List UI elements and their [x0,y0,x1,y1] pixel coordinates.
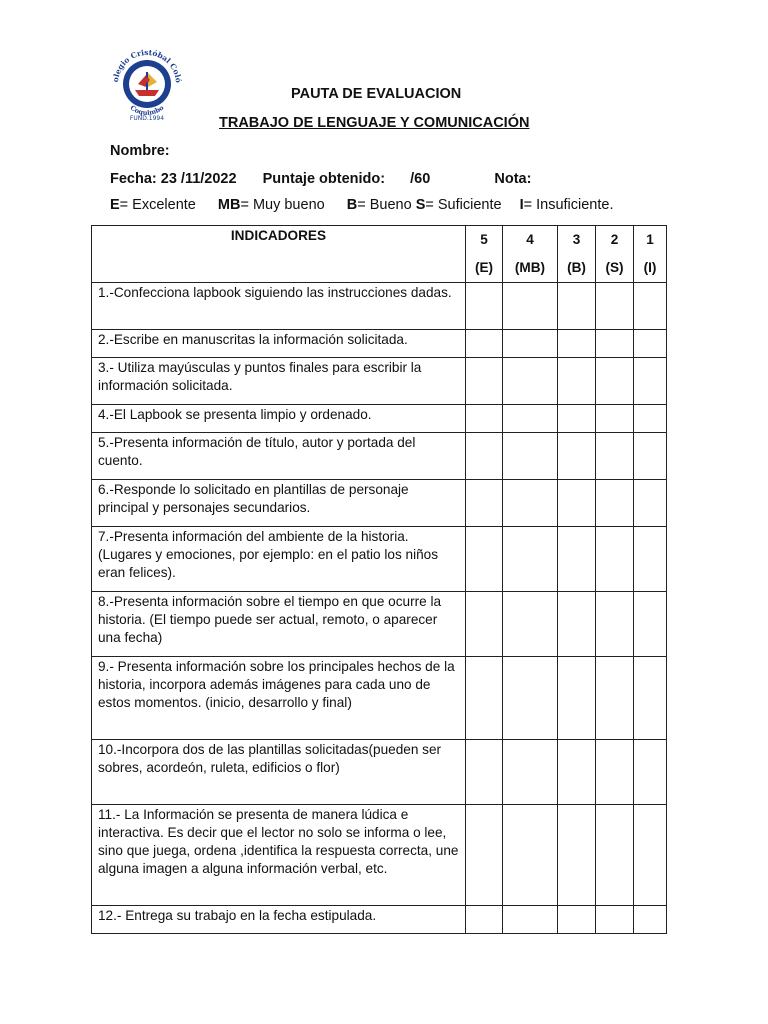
indicator-text: 7.-Presenta información del ambiente de la historia. (Lugares y emociones, por ejemplo: en el patio los niños eran felices). [92,527,466,592]
score-cell[interactable] [503,330,558,358]
score-cell[interactable] [634,592,667,657]
score-cell[interactable] [634,358,667,405]
score-cell[interactable] [558,592,596,657]
score-cell[interactable] [634,283,667,330]
nombre-label: Nombre: [110,143,170,159]
score-cell[interactable] [634,740,667,805]
indicator-text: 6.-Responde lo solicitado en plantillas de personaje principal y personajes secundarios. [92,480,466,527]
fecha-label: Fecha: 23 /11/2022 [110,171,237,187]
score-cell[interactable] [558,740,596,805]
score-cell[interactable] [503,283,558,330]
school-logo [108,44,186,124]
score-cell[interactable] [558,527,596,592]
score-code: (S) [605,260,624,275]
score-cell[interactable] [596,527,634,592]
score-cell[interactable] [503,657,558,740]
legend-code: S [415,197,426,213]
score-cell[interactable] [466,527,503,592]
indicator-text: 12.- Entrega su trabajo en la fecha estipulada. [92,906,466,934]
indicator-text: 4.-El Lapbook se presenta limpio y ordenado. [92,405,466,433]
score-value: 3 [572,232,581,247]
score-code: (E) [474,260,494,275]
score-cell[interactable] [596,433,634,480]
score-cell[interactable] [634,657,667,740]
legend-text: = Muy bueno [240,197,325,213]
score-cell[interactable] [503,358,558,405]
score-cell[interactable] [596,805,634,906]
score-cell[interactable] [596,592,634,657]
indicator-text: 5.-Presenta información de título, autor y portada del cuento. [92,433,466,480]
indicator-text: 2.-Escribe en manuscritas la información solicitada. [92,330,466,358]
table-row [92,283,667,330]
score-cell[interactable] [596,906,634,934]
score-cell[interactable] [558,405,596,433]
legend-text: = Bueno [357,197,412,213]
score-cell[interactable] [558,480,596,527]
score-cell[interactable] [466,805,503,906]
score-value: 2 [610,232,619,247]
svg-text:FUND.1994: FUND.1994 [129,115,165,122]
table-row [92,657,667,740]
svg-text:Colegio Cristóbal Colón: olegio Cristóbal Coló [110,47,184,84]
indicator-text: 10.-Incorpora dos de las plantillas solicitadas(pueden ser sobres, acordeón, ruleta, edificios o flor) [92,740,466,805]
table-row [92,480,667,527]
score-cell[interactable] [558,906,596,934]
rubric-table [91,225,667,934]
score-cell[interactable] [466,592,503,657]
grading-legend [110,197,613,213]
legend-text: = Suficiente [425,197,502,213]
score-cell[interactable] [596,405,634,433]
fecha-row [110,171,531,187]
legend-code: B [346,197,358,213]
score-cell[interactable] [634,906,667,934]
legend-code: I [519,197,524,213]
score-cell[interactable] [466,906,503,934]
indicator-text: 11.- La Información se presenta de manera lúdica e interactiva. Es decir que el lector no solo se informa o lee, sino que juega, ordena ,identifica la respuesta correcta, une alguna imagen a alguna información verbal, etc. [92,805,466,906]
score-cell[interactable] [466,657,503,740]
score-cell[interactable] [503,592,558,657]
score-code: (I) [643,260,657,275]
score-cell[interactable] [503,740,558,805]
score-header-2 [596,226,634,283]
indicator-text: 9.- Presenta información sobre los principales hechos de la historia, incorpora además imágenes para cada uno de estos momentos. (inicio, desarrollo y final) [92,657,466,740]
table-row [92,906,667,934]
score-cell[interactable] [466,480,503,527]
score-cell[interactable] [558,433,596,480]
score-cell[interactable] [634,405,667,433]
score-cell[interactable] [634,480,667,527]
score-cell[interactable] [596,358,634,405]
score-cell[interactable] [466,358,503,405]
score-cell[interactable] [503,480,558,527]
table-row [92,358,667,405]
score-header-3 [558,226,596,283]
score-cell[interactable] [634,805,667,906]
table-row [92,330,667,358]
score-cell[interactable] [503,906,558,934]
score-cell[interactable] [503,805,558,906]
score-cell[interactable] [596,283,634,330]
score-cell[interactable] [558,657,596,740]
score-cell[interactable] [558,358,596,405]
legend-code: E [110,197,120,213]
legend-text: = Excelente [119,197,196,213]
score-cell[interactable] [558,805,596,906]
table-header-row [92,226,667,283]
score-header-5 [466,226,503,283]
score-code: (MB) [514,260,546,275]
score-value: 5 [480,232,488,247]
indicator-text: 8.-Presenta información sobre el tiempo en que ocurre la historia. (El tiempo puede ser actual, remoto, o aparecer una fecha) [92,592,466,657]
score-cell[interactable] [634,433,667,480]
puntaje-label: Puntaje obtenido: [262,171,386,187]
puntaje-total: /60 [410,171,431,187]
svg-text:Coquimbo: Coquimbo [128,103,166,117]
table-row [92,433,667,480]
score-cell[interactable] [596,657,634,740]
score-cell[interactable] [558,283,596,330]
score-cell[interactable] [503,433,558,480]
page-subtitle: TRABAJO DE LENGUAJE Y COMUNICACIÓN [219,115,530,131]
score-cell[interactable] [466,405,503,433]
score-cell[interactable] [466,433,503,480]
table-row [92,805,667,906]
score-cell[interactable] [596,740,634,805]
table-row [92,740,667,805]
table-row [92,592,667,657]
score-cell[interactable] [466,330,503,358]
legend-code: MB [217,197,241,213]
indicator-text: 1.-Confecciona lapbook siguiendo las instrucciones dadas. [92,283,466,330]
score-value: 1 [646,232,654,247]
table-row [92,527,667,592]
score-cell[interactable] [634,527,667,592]
score-cell[interactable] [503,405,558,433]
score-cell[interactable] [558,330,596,358]
score-header-4 [503,226,558,283]
legend-text: = Insuficiente. [523,197,614,213]
score-header-1 [634,226,667,283]
nota-label: Nota: [494,171,532,187]
table-row [92,405,667,433]
score-value: 4 [526,232,534,247]
indicator-text: 3.- Utiliza mayúsculas y puntos finales para escribir la información solicitada. [92,358,466,405]
indicators-header: INDICADORES [92,226,466,283]
score-cell[interactable] [596,480,634,527]
score-code: (B) [567,260,586,275]
score-cell[interactable] [634,330,667,358]
score-cell[interactable] [596,330,634,358]
score-cell[interactable] [466,283,503,330]
page-title: PAUTA DE EVALUACION [291,86,462,102]
score-cell[interactable] [466,740,503,805]
score-cell[interactable] [503,527,558,592]
